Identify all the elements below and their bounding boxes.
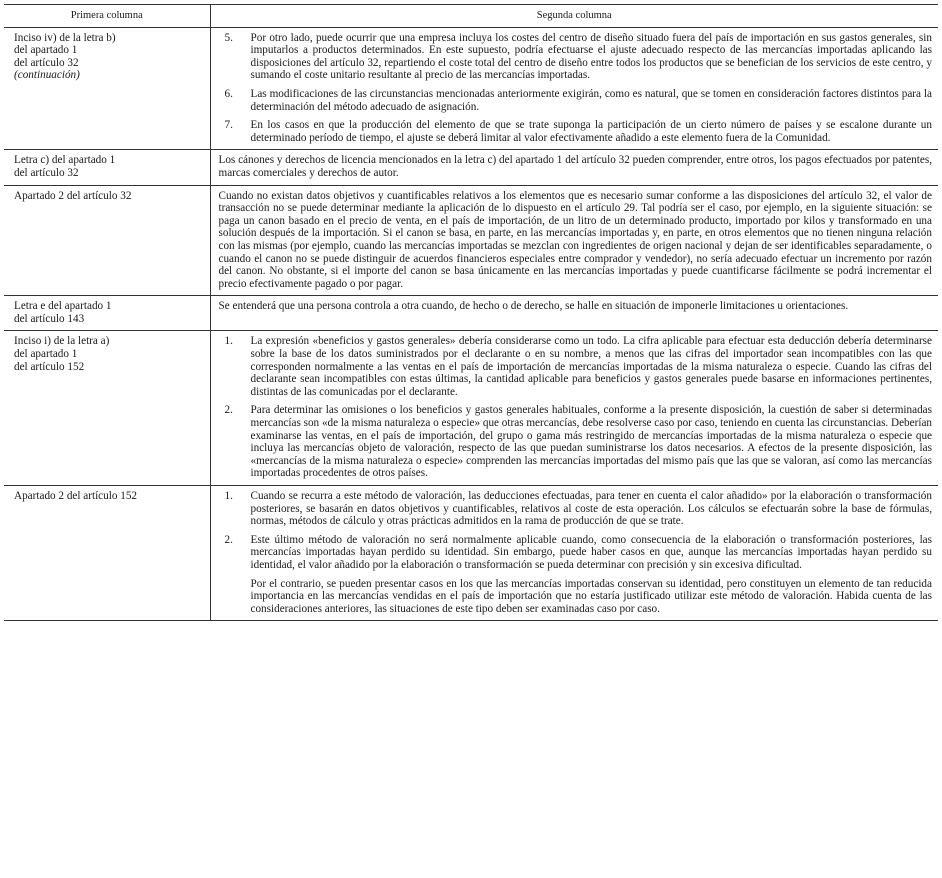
item-text: Para determinar las omisiones o los beneficios y gastos generales habituales, conforme a la presente disposición, la cuestión de saber si determinadas mercancías son «de la misma naturaleza o especie» que otras mercancías, debe resolverse caso por caso, teniendo en cuenta las circunstancias. Deberían examinarse las ventas, en el país de importación, del grupo o gama más restringido de mercancías importadas de la misma naturaleza o especie que incluya las mercancías objeto de valoración, respecto de las que puedan suministrarse los datos necesarios. A efectos de la presente disposición, las «mercancías de la misma naturaleza o especie» comprenden las mercancías importadas del mismo país que las que se valoran, así como las mercancías importadas procedentes de otros países. <box>250 404 933 480</box>
item-text: Cuando se recurra a este método de valoración, las deducciones efectuadas, para tener en cuenta el calor añadido» por la elaboración o transformación posteriores, se basarán en datos objetivos y cuantificables, relativos al coste de esta operación. Los cálculos se efectuarán sobre la base de fórmulas, normas, métodos de cálculo y otras prácticas admitidos en la rama de producción de que se trate. <box>250 490 932 528</box>
row-content <box>210 296 938 331</box>
row-content <box>210 185 938 296</box>
table-header-row <box>4 5 938 28</box>
reference-line: Apartado 2 del artículo 32 <box>14 189 132 202</box>
item-text: Las modificaciones de las circunstancias mencionadas anteriormente exigirán, como es natural, que se tomen en consideración factores distintos para la determinación del método adecuado de asignación. <box>250 87 932 113</box>
table-row <box>4 331 938 486</box>
item-number: 5. <box>224 31 233 44</box>
reference-line: Apartado 2 del artículo 152 <box>14 490 138 502</box>
table-row <box>4 150 938 185</box>
row-reference <box>4 27 210 150</box>
reference-line: del apartado 1 <box>14 44 78 57</box>
item-number: 6. <box>224 87 233 100</box>
item-text: Por otro lado, puede ocurrir que una empresa incluya los costes del centro de diseño situado fuera del país de importación en sus gastos generales, sin imputarlos a productos determinados. En este supuesto, podría efectuarse el ajuste adecuado respecto de las mercancías importadas aplicando las disposiciones del artículo 32, repartiendo el coste total del centro de diseño entre todos los productos que se benefician de los servicios de este centro, y sumando el coste unitario resultante al precio de las mercancías importadas. <box>250 31 932 82</box>
row-reference <box>4 150 210 185</box>
table-row <box>4 296 938 331</box>
numbered-item <box>219 32 933 82</box>
paragraph: Cuando no existan datos objetivos y cuantificables relativos a los elementos que es necesario sumar conforme a las disposiciones del artículo 32, el valor de transacción no se puede determinar mediante la aplicación de lo dispuesto en el artículo 29. Tal podría ser el caso, por ejemplo, en la siguiente situación: se paga un canon basado en el precio de venta, en el país de importación, de un litro de un determinado producto, importado por kilos y transformado en una solución después de la importación. Si el canon se basa, en parte, en las mercancías importadas y, en parte, en otros elementos que no tienen ninguna relación con las mismas (por ejemplo, cuando las mercancías importadas se mezclan con ingredientes de origen nacional y dejan de ser identificables separadamente, o cuando el canon no se puede distinguir de acuerdos financieros especiales entre comprador y vendedor), no sería adecuado efectuar un incremento por razón del canon. No obstante, si el importe del canon se basa únicamente en las mercancías importadas y puede cuantificarse fácilmente se podrá incrementar el precio efectivamente pagado o por pagar. <box>218 189 932 290</box>
item-number: 2. <box>224 404 233 417</box>
row-reference <box>4 296 210 331</box>
numbered-item <box>219 335 933 398</box>
item-text: La expresión «beneficios y gastos generales» debería considerarse como un todo. La cifra aplicable para efectuar esta deducción debería determinarse sobre la base de los datos suministrados por el declarante o en su nombre, a menos que las cifras del importador sean incompatibles con las que corresponden normalmente a las ventas en el país de importación de mercancías importadas de la misma naturaleza o especie. Cuando las cifras del declarante sean incompatibles con estas últimas, la cantidad aplicable para beneficios y gastos generales puede basarse en informaciones pertinentes, distintas de las comunicadas por el declarante. <box>250 335 932 398</box>
reference-line: del artículo 32 <box>14 166 79 179</box>
row-content <box>210 331 938 486</box>
reference-line: del artículo 143 <box>14 312 85 325</box>
column-header-first: Primera columna <box>4 5 210 28</box>
paragraph: Los cánones y derechos de licencia mencionados en la letra c) del apartado 1 del artículo 32 pueden comprender, entre otros, los pagos efectuados por patentes, marcas comerciales y derechos de autor. <box>218 154 932 179</box>
numbered-item <box>219 404 933 480</box>
row-content <box>210 486 938 621</box>
row-reference <box>4 486 210 621</box>
paragraph: Por el contrario, se pueden presentar casos en los que las mercancías importadas conservan su identidad, pero constituyen un elemento de tan reducida importancia en las mercancías vendidas en el país de importación que no estaría justificado utilizar este método de valoración. Habida cuenta de las consideraciones anteriores, las situaciones de este tipo deben ser examinadas caso por caso. <box>250 577 932 615</box>
item-number: 1. <box>224 490 233 502</box>
item-number: 7. <box>224 119 233 132</box>
numbered-item <box>219 534 933 572</box>
row-reference <box>4 331 210 486</box>
reference-line: del artículo 32 <box>14 56 79 69</box>
item-text: Este último método de valoración no será normalmente aplicable cuando, como consecuencia de la elaboración o transformación posteriores, las mercancías importadas hayan perdido su identidad. Sin embargo, puede haber casos en que, aunque las mercancías importadas hayan perdido su identidad, el valor añadido por la elaboración o transformación se pueda determinar con precisión y sin excesiva dificultad. <box>250 533 932 571</box>
numbered-item <box>219 88 933 113</box>
row-content <box>210 150 938 185</box>
paragraph: Se entenderá que una persona controla a otra cuando, de hecho o de derecho, se halle en situación de imponerle limitaciones u orientaciones. <box>218 300 849 313</box>
column-header-second: Segunda columna <box>210 5 938 28</box>
numbered-item <box>219 490 933 528</box>
table-row <box>4 486 938 621</box>
reference-line: Inciso iv) de la letra b) <box>14 31 116 44</box>
item-number: 2. <box>224 533 233 546</box>
table-row <box>4 27 938 150</box>
reference-line: (continuación) <box>14 69 80 82</box>
reference-line: del artículo 152 <box>14 360 85 373</box>
numbered-item <box>219 119 933 144</box>
reference-line: Inciso i) de la letra a) <box>14 335 110 348</box>
row-content <box>210 27 938 150</box>
table-row <box>4 185 938 296</box>
row-reference <box>4 185 210 296</box>
reference-line: del apartado 1 <box>14 348 78 361</box>
item-text: En los casos en que la producción del elemento de que se trate suponga la participación de un cierto número de países y se escalone durante un determinado período de tiempo, el ajuste se deberá limitar al valor efectivamente añadido a este elemento fuera de la Comunidad. <box>250 119 932 144</box>
reference-line: Letra e del apartado 1 <box>14 300 112 313</box>
provisions-table <box>4 4 938 621</box>
item-number: 1. <box>224 335 233 348</box>
reference-line: Letra c) del apartado 1 <box>14 154 116 167</box>
